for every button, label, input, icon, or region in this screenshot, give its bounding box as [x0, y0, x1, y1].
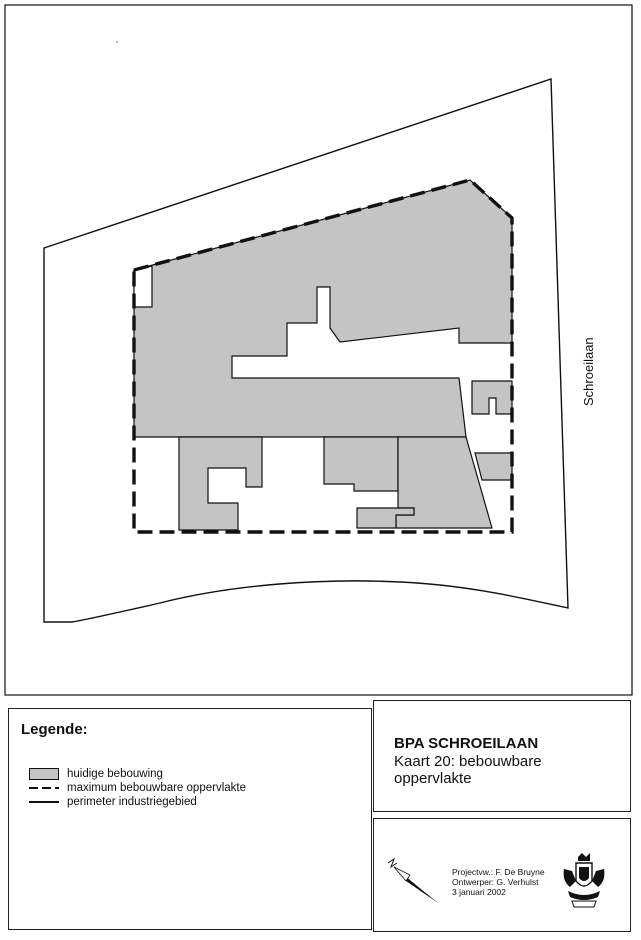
legend-item-existing: [29, 767, 163, 781]
credit-date: 3 januari 2002: [452, 887, 506, 897]
grey-box-icon: [29, 768, 59, 780]
credits-text: [452, 867, 545, 897]
legend-title: Legende:: [21, 721, 88, 738]
industrial-perimeter: [44, 79, 568, 622]
legend-label: maximum bebouwbare oppervlakte: [67, 782, 246, 794]
corner-notch: [134, 266, 152, 307]
map-speck: [116, 41, 118, 43]
dashed-line-icon: [29, 787, 59, 789]
legend-item-maximum: [29, 781, 246, 795]
coat-of-arms-icon: [560, 851, 608, 913]
map-title: BPA SCHROEILAAN: [394, 735, 539, 752]
legend-label: huidige bebouwing: [67, 768, 163, 780]
legend-label: perimeter industriegebied: [67, 796, 197, 808]
north-arrow-icon: [386, 857, 442, 907]
title-panel: [373, 700, 631, 812]
map-subtitle: Kaart 20: bebouwbare oppervlakte: [394, 753, 542, 787]
credit-designer: Ontwerper: G. Verhulst: [452, 877, 539, 887]
solid-line-icon: [29, 801, 59, 803]
legend-panel: [8, 708, 372, 930]
legend-item-perimeter: [29, 795, 197, 809]
building-east-strip: [475, 453, 512, 480]
credit-project: Projectvw.: F. De Bruyne: [452, 867, 545, 877]
credits-panel: [373, 818, 631, 932]
building-south-center: [324, 437, 398, 491]
street-label: Schroeilaan: [581, 337, 596, 406]
